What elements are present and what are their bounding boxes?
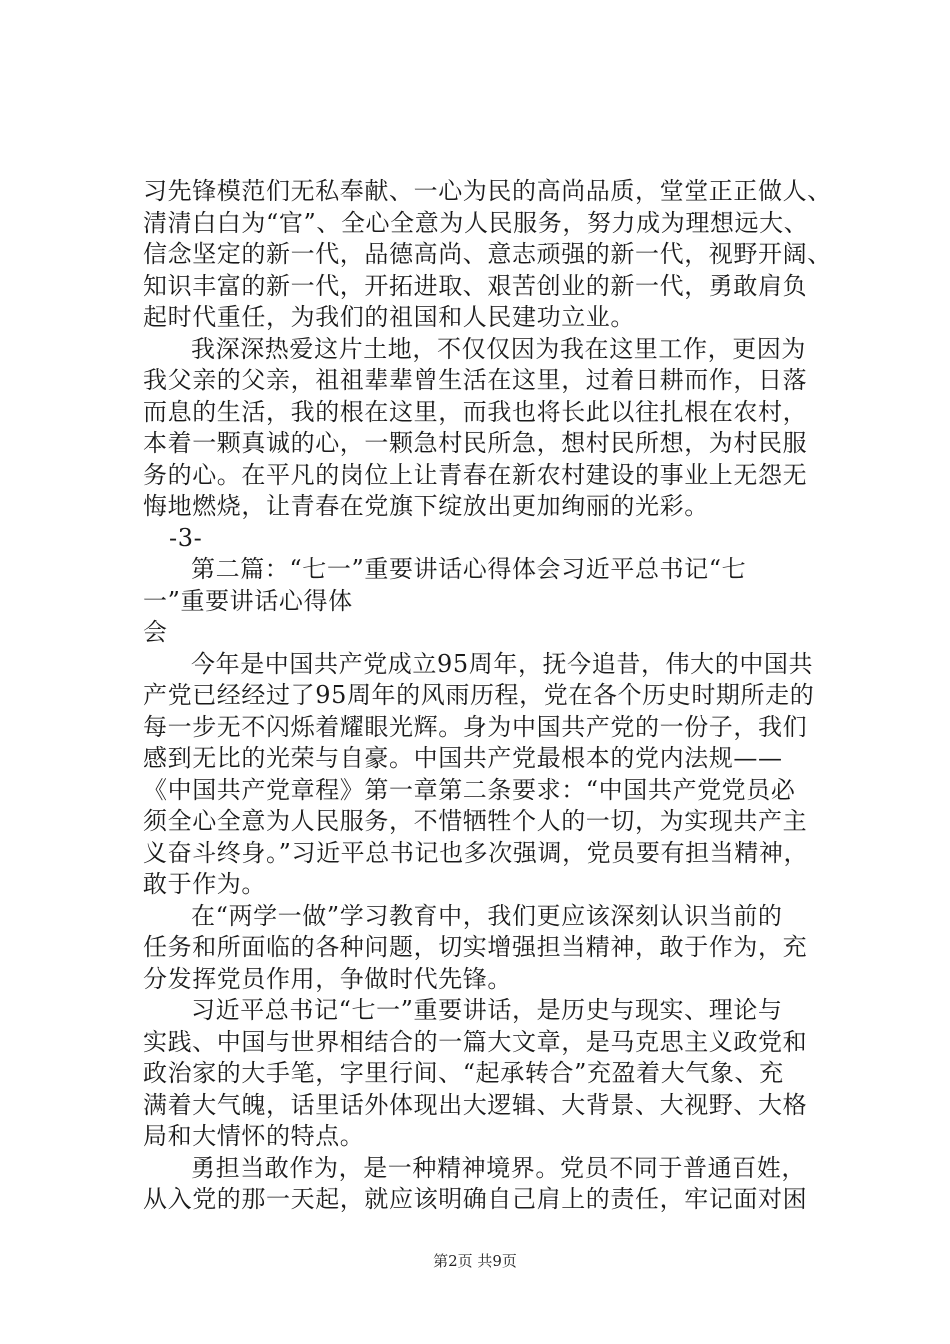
text-line: 每一步无不闪烁着耀眼光辉。身为中国共产党的一份子，我们	[143, 712, 808, 741]
text-line: 满着大气魄，话里话外体现出大逻辑、大背景、大视野、大格	[143, 1090, 808, 1119]
document-body	[143, 176, 832, 1216]
text-line: 清清白白为“官”、全心全意为人民服务，努力成为理想远大、	[143, 208, 809, 237]
page-number-mark: -3-	[169, 523, 203, 552]
text-line: 会	[143, 618, 168, 646]
text-line: 政治家的大手笔，字里行间、“起承转合”充盈着大气象、充	[143, 1059, 784, 1087]
text-line: 实践、中国与世界相结合的一篇大文章，是马克思主义政党和	[143, 1027, 808, 1056]
paragraph-first-line: 习近平总书记“七一”重要讲话，是历史与现实、理论与	[191, 996, 783, 1024]
text-line: 须全心全意为人民服务，不惜牺牲个人的一切，为实现共产主	[143, 807, 808, 835]
text-line: 分发挥党员作用，争做时代先锋。	[143, 964, 512, 993]
paragraph-first-line: 在“两学一做”学习教育中，我们更应该深刻认识当前的	[191, 901, 783, 930]
text-line: 感到无比的光荣与自豪。中国共产党最根本的党内法规——	[143, 744, 783, 772]
text-line: 而息的生活，我的根在这里，而我也将长此以往扎根在农村，	[143, 397, 808, 426]
text-line: 局和大情怀的特点。	[143, 1122, 365, 1150]
text-line: 信念坚定的新一代，品德高尚、意志顽强的新一代，视野开阔、	[143, 240, 832, 268]
text-line: 知识丰富的新一代，开拓进取、艰苦创业的新一代，勇敢肩负	[143, 271, 808, 300]
paragraph-first-line: 我深深热爱这片土地，不仅仅因为我在这里工作，更因为	[191, 334, 806, 363]
text-line: 本着一颗真诚的心，一颗急村民所急，想村民所想，为村民服	[143, 429, 808, 457]
text-line: 《中国共产党章程》第一章第二条要求：“中国共产党党员必	[143, 775, 796, 804]
text-line: 务的心。在平凡的岗位上让青春在新农村建设的事业上无怨无	[143, 460, 808, 489]
page-footer: 第2页 共9页	[433, 1252, 517, 1270]
paragraph-first-line: 今年是中国共产党成立95周年，抚今追昔，伟大的中国共	[191, 649, 814, 678]
section-heading-line: 第二篇：“七一”重要讲话心得体会习近平总书记“七	[191, 555, 747, 583]
text-line: 起时代重任，为我们的祖国和人民建功立业。	[143, 303, 635, 331]
text-line: 悔地燃烧，让青春在党旗下绽放出更加绚丽的光彩。	[143, 492, 709, 520]
text-line: 敢于作为。	[143, 870, 266, 898]
text-line: 义奋斗终身。”习近平总书记也多次强调，党员要有担当精神，	[143, 838, 809, 867]
text-line: 从入党的那一天起，就应该明确自己肩上的责任，牢记面对困	[143, 1185, 808, 1213]
text-line: 我父亲的父亲，祖祖辈辈曾生活在这里，过着日耕而作，日落	[143, 366, 808, 394]
paragraph-first-line: 勇担当敢作为，是一种精神境界。党员不同于普通百姓，	[191, 1153, 806, 1182]
text-line: 一”重要讲话心得体	[143, 586, 353, 615]
text-line: 习先锋模范们无私奉献、一心为民的高尚品质，堂堂正正做人、	[143, 177, 832, 205]
text-line: 产党已经经过了95周年的风雨历程，党在各个历史时期所走的	[143, 681, 815, 709]
text-line: 任务和所面临的各种问题，切实增强担当精神，敢于作为，充	[143, 933, 808, 961]
